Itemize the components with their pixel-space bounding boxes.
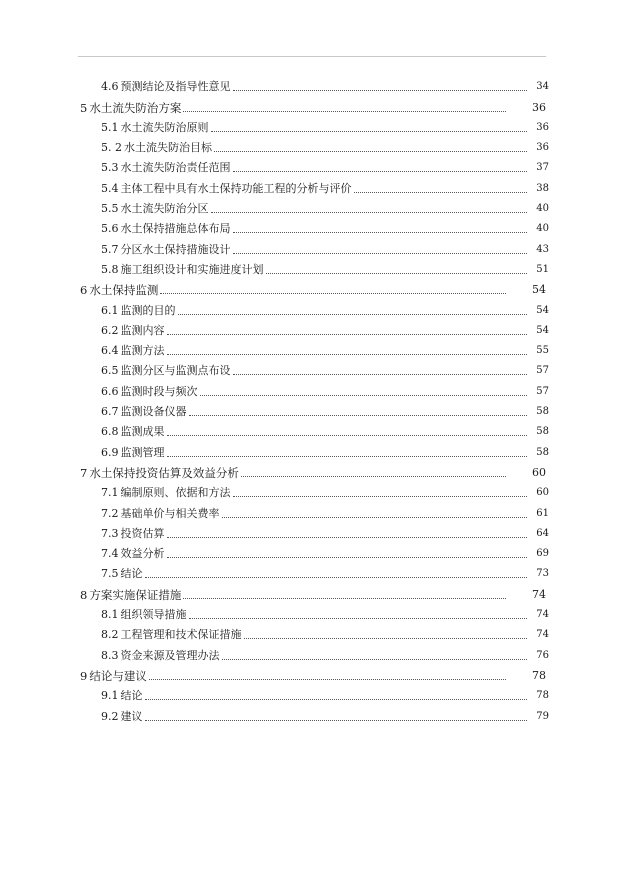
toc-entry-title: 结论 [120, 689, 143, 703]
toc-page-number: 61 [536, 507, 549, 519]
toc-section-entry[interactable] [0, 439, 621, 459]
toc-entry-number: 8.1 [101, 608, 119, 622]
toc-entry-number: 5.8 [101, 262, 119, 276]
toc-entry-title: 基础单价与相关费率 [120, 506, 220, 520]
toc-entry-number: 6.9 [101, 445, 119, 459]
toc-dot-leader [167, 456, 528, 457]
toc-section-entry[interactable] [0, 500, 621, 520]
toc-section-entry[interactable] [0, 622, 621, 642]
toc-entry-number: 6.5 [101, 364, 119, 378]
toc-section-entry[interactable] [0, 196, 621, 216]
toc-entry-title: 监测成果 [120, 425, 165, 439]
toc-entry-number: 6.8 [101, 425, 119, 439]
toc-section-entry[interactable] [0, 642, 621, 662]
toc-page-number: 40 [536, 203, 549, 215]
toc-entry-number: 7.5 [101, 567, 119, 581]
toc-dot-leader [244, 638, 528, 639]
toc-entry-title: 分区水土保持措施设计 [120, 242, 231, 256]
toc-entry-number: 7.3 [101, 526, 119, 540]
toc-page-number: 60 [532, 465, 546, 479]
toc-section-entry[interactable] [0, 541, 621, 561]
toc-dot-leader [145, 577, 528, 578]
toc-dot-leader [241, 476, 506, 477]
toc-dot-leader [200, 395, 528, 396]
toc-section-entry[interactable] [0, 602, 621, 622]
toc-dot-leader [233, 171, 528, 172]
toc-page-number: 78 [536, 690, 549, 702]
toc-entry-title: 组织领导措施 [120, 608, 187, 622]
toc-section-entry[interactable] [0, 378, 621, 398]
toc-dot-leader [266, 273, 528, 274]
toc-entry-number: 5 [80, 100, 88, 115]
toc-section-entry[interactable] [0, 74, 621, 94]
header-rule [78, 56, 546, 57]
toc-dot-leader [233, 90, 528, 91]
toc-page-number: 78 [532, 668, 546, 682]
toc-entry-number: 5.7 [101, 242, 119, 256]
toc-entry-title: 编制原则、依据和方法 [120, 486, 231, 500]
toc-page-number: 76 [536, 649, 549, 661]
toc-entry-title: 主体工程中具有水土保持功能工程的分析与评价 [120, 181, 352, 195]
toc-dot-leader [222, 517, 528, 518]
toc-entry-title: 水土流失防治方案 [89, 100, 182, 115]
toc-entry-number: 6.1 [101, 303, 119, 317]
toc-dot-leader [189, 415, 528, 416]
toc-entry-title: 资金来源及管理办法 [120, 648, 220, 662]
toc-section-entry[interactable] [0, 683, 621, 703]
toc-entry-number: 7 [80, 465, 88, 480]
toc-entry-title: 结论 [120, 567, 143, 581]
toc-dot-leader [211, 131, 528, 132]
toc-entry-number: 8.3 [101, 648, 119, 662]
toc-section-entry[interactable] [0, 257, 621, 277]
toc-entry-number: 5.6 [101, 222, 119, 236]
toc-page-number: 60 [536, 487, 549, 499]
toc-entry-title: 水土保持监测 [89, 283, 159, 298]
toc-page-number: 57 [536, 365, 549, 377]
toc-entry-number: 5. 2 [101, 141, 122, 155]
toc-page-number: 74 [536, 609, 549, 621]
toc-section-entry[interactable] [0, 155, 621, 175]
toc-entry-number: 7.4 [101, 547, 119, 561]
toc-page-number: 73 [536, 568, 549, 580]
toc-section-entry[interactable] [0, 297, 621, 317]
toc-chapter-entry[interactable] [0, 581, 621, 601]
toc-page-number: 36 [536, 142, 549, 154]
toc-dot-leader [167, 334, 528, 335]
toc-entry-number: 5.1 [101, 120, 119, 134]
toc-chapter-entry[interactable] [0, 663, 621, 683]
toc-entry-title: 监测设备仪器 [120, 405, 187, 419]
toc-entry-title: 监测内容 [120, 323, 165, 337]
toc-dot-leader [233, 374, 528, 375]
toc-section-entry[interactable] [0, 703, 621, 723]
toc-section-entry[interactable] [0, 135, 621, 155]
toc-entry-title: 投资估算 [120, 526, 165, 540]
toc-page-number: 55 [536, 345, 549, 357]
toc-entry-number: 6.6 [101, 384, 119, 398]
toc-entry-title: 监测时段与频次 [120, 384, 198, 398]
toc-entry-number: 5.5 [101, 202, 119, 216]
toc-entry-title: 建议 [120, 709, 143, 723]
toc-entry-title: 预测结论及指导性意见 [120, 80, 231, 94]
toc-page-number: 54 [536, 304, 549, 316]
toc-entry-title: 水土流失防治目标 [124, 141, 212, 155]
toc-dot-leader [183, 598, 506, 599]
toc-page-number: 57 [536, 385, 549, 397]
toc-section-entry[interactable] [0, 216, 621, 236]
toc-entry-number: 6.4 [101, 344, 119, 358]
toc-section-entry[interactable] [0, 175, 621, 195]
toc-section-entry[interactable] [0, 521, 621, 541]
toc-dot-leader [167, 354, 528, 355]
toc-section-entry[interactable] [0, 318, 621, 338]
toc-dot-leader [178, 314, 528, 315]
toc-entry-title: 水土保持措施总体布局 [120, 222, 231, 236]
toc-entry-number: 5.4 [101, 181, 119, 195]
toc-dot-leader [167, 435, 528, 436]
toc-section-entry[interactable] [0, 115, 621, 135]
toc-page-number: 64 [536, 527, 549, 539]
toc-page-number: 43 [536, 243, 549, 255]
toc-entry-number: 8.2 [101, 628, 119, 642]
toc-chapter-entry[interactable] [0, 460, 621, 480]
toc-entry-title: 水土流失防治原则 [120, 120, 209, 134]
toc-dot-leader [233, 496, 528, 497]
toc-entry-title: 工程管理和技术保证措施 [120, 628, 242, 642]
toc-section-entry[interactable] [0, 399, 621, 419]
toc-page-number: 74 [532, 587, 546, 601]
toc-page-number: 40 [536, 223, 549, 235]
toc-page-number: 38 [536, 182, 549, 194]
toc-page-number: 34 [536, 81, 549, 93]
toc-entry-number: 4.6 [101, 80, 119, 94]
toc-page-number: 79 [536, 710, 549, 722]
toc-entry-title: 方案实施保证措施 [89, 587, 182, 602]
toc-dot-leader [214, 151, 527, 152]
toc-entry-title: 结论与建议 [89, 668, 147, 683]
toc-entry-number: 9.1 [101, 689, 119, 703]
toc-entry-number: 6.2 [101, 323, 119, 337]
toc-entry-number: 7.2 [101, 506, 119, 520]
toc-chapter-entry[interactable] [0, 277, 621, 297]
toc-dot-leader [145, 699, 528, 700]
toc-entry-title: 施工组织设计和实施进度计划 [120, 262, 264, 276]
toc-page-number: 36 [532, 100, 546, 114]
toc-entry-title: 效益分析 [120, 547, 165, 561]
toc-dot-leader [189, 618, 528, 619]
toc-dot-leader [222, 659, 528, 660]
toc-entry-title: 监测管理 [120, 445, 165, 459]
toc-page-number: 51 [536, 263, 549, 275]
toc-entry-number: 5.3 [101, 161, 119, 175]
toc-section-entry[interactable] [0, 419, 621, 439]
toc-page-number: 58 [536, 446, 549, 458]
toc-entry-title: 监测分区与监测点布设 [120, 364, 231, 378]
toc-dot-leader [167, 537, 528, 538]
toc-page-number: 54 [532, 283, 546, 297]
toc-page-number: 74 [536, 629, 549, 641]
toc-entry-title: 水土流失防治分区 [120, 202, 209, 216]
toc-page-number: 37 [536, 162, 549, 174]
toc-page-number: 36 [536, 121, 549, 133]
toc-page-number: 58 [536, 406, 549, 418]
toc-page-number: 54 [536, 324, 549, 336]
toc-entry-number: 9 [80, 668, 88, 683]
toc-section-entry[interactable] [0, 338, 621, 358]
toc-dot-leader [211, 212, 528, 213]
toc-entry-title: 监测方法 [120, 344, 165, 358]
toc-entry-number: 6.7 [101, 405, 119, 419]
toc-section-entry[interactable] [0, 561, 621, 581]
toc-entry-number: 7.1 [101, 486, 119, 500]
toc-dot-leader [167, 557, 528, 558]
toc-page-number: 69 [536, 548, 549, 560]
toc-dot-leader [354, 192, 528, 193]
toc-section-entry[interactable] [0, 358, 621, 378]
toc-dot-leader [149, 679, 506, 680]
toc-dot-leader [160, 293, 506, 294]
toc-entry-title: 水土流失防治责任范围 [120, 161, 231, 175]
toc-chapter-entry[interactable] [0, 94, 621, 114]
toc-entry-title: 监测的目的 [120, 303, 176, 317]
toc-dot-leader [233, 232, 528, 233]
toc-page-number: 58 [536, 426, 549, 438]
toc-dot-leader [145, 720, 528, 721]
toc-entry-title: 水土保持投资估算及效益分析 [89, 465, 239, 480]
toc-section-entry[interactable] [0, 480, 621, 500]
toc-entry-number: 8 [80, 587, 88, 602]
toc-entry-number: 9.2 [101, 709, 119, 723]
toc-dot-leader [183, 111, 506, 112]
toc-entry-number: 6 [80, 283, 88, 298]
toc-dot-leader [233, 253, 528, 254]
toc-section-entry[interactable] [0, 236, 621, 256]
table-of-contents [0, 74, 621, 724]
